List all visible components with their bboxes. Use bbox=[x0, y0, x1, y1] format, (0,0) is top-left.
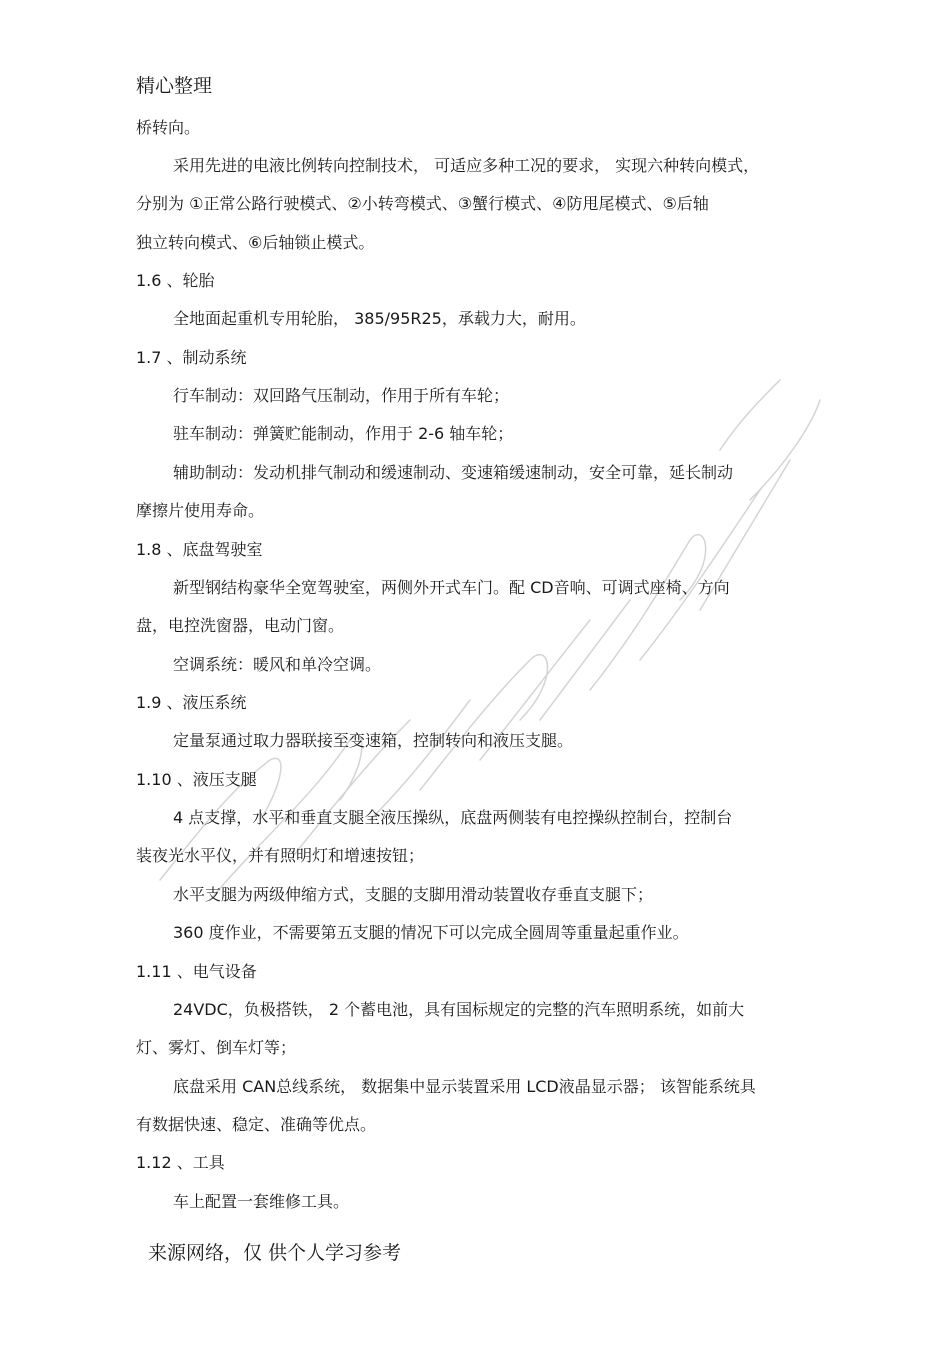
text-line: 水平支腿为两级伸缩方式，支腿的支脚用滑动装置收存垂直支腿下； bbox=[173, 885, 654, 904]
text-line: 行车制动：双回路气压制动，作用于所有车轮； bbox=[173, 386, 510, 405]
section-heading: 1.10 、液压支腿 bbox=[136, 770, 257, 789]
section-heading: 1.6 、轮胎 bbox=[136, 271, 215, 290]
text-line: 桥转向。 bbox=[136, 118, 201, 137]
text-line: 定量泵通过取力器联接至变速箱，控制转向和液压支腿。 bbox=[173, 731, 574, 750]
section-heading: 1.11 、电气设备 bbox=[136, 962, 257, 981]
text-line: 摩擦片使用寿命。 bbox=[136, 501, 265, 520]
text-line: 24VDC，负极搭铁， 2 个蓄电池，具有国标规定的完整的汽车照明系统，如前大 bbox=[173, 1000, 745, 1019]
text-line: 辅助制动：发动机排气制动和缓速制动、变速箱缓速制动，安全可靠，延长制动 bbox=[173, 463, 734, 482]
text-line: 驻车制动：弹簧贮能制动，作用于 2-6 轴车轮； bbox=[173, 424, 514, 443]
text-line: 分别为 ①正常公路行驶模式、②小转弯模式、③蟹行模式、④防甩尾模式、⑤后轴 bbox=[136, 194, 709, 213]
text-line: 有数据快速、稳定、准确等优点。 bbox=[136, 1115, 377, 1134]
text-line: 独立转向模式、⑥后轴锁止模式。 bbox=[136, 233, 375, 252]
text-line: 空调系统：暖风和单冷空调。 bbox=[173, 655, 382, 674]
text-line: 360 度作业，不需要第五支腿的情况下可以完成全圆周等重量起重作业。 bbox=[173, 923, 689, 942]
text-line: 新型钢结构豪华全宽驾驶室，两侧外开式车门。配 CD音响、可调式座椅、方向 bbox=[173, 578, 730, 597]
watermark-handwriting bbox=[120, 360, 840, 920]
text-line: 采用先进的电液比例转向控制技术， 可适应多种工况的要求， 实现六种转向模式， bbox=[173, 156, 760, 175]
text-line: 底盘采用 CAN总线系统， 数据集中显示装置采用 LCD液晶显示器； 该智能系统具 bbox=[173, 1077, 756, 1096]
section-heading: 1.9 、液压系统 bbox=[136, 693, 247, 712]
text-line: 装夜光水平仪，并有照明灯和增速按钮； bbox=[136, 846, 425, 865]
text-line: 盘，电控洗窗器，电动门窗。 bbox=[136, 616, 345, 635]
page-footer: 来源网络，仅 供个人学习参考 bbox=[148, 1242, 402, 1264]
section-heading: 1.12 、工具 bbox=[136, 1153, 225, 1172]
text-line: 车上配置一套维修工具。 bbox=[173, 1192, 350, 1211]
section-heading: 1.8 、底盘驾驶室 bbox=[136, 540, 263, 559]
text-line: 4 点支撑，水平和垂直支腿全液压操纵，底盘两侧装有电控操纵控制台，控制台 bbox=[173, 808, 733, 827]
text-line: 全地面起重机专用轮胎， 385/95R25，承载力大，耐用。 bbox=[173, 309, 586, 328]
page-header: 精心整理 bbox=[136, 75, 213, 97]
text-line: 灯、雾灯、倒车灯等； bbox=[136, 1038, 297, 1057]
section-heading: 1.7 、制动系统 bbox=[136, 348, 247, 367]
